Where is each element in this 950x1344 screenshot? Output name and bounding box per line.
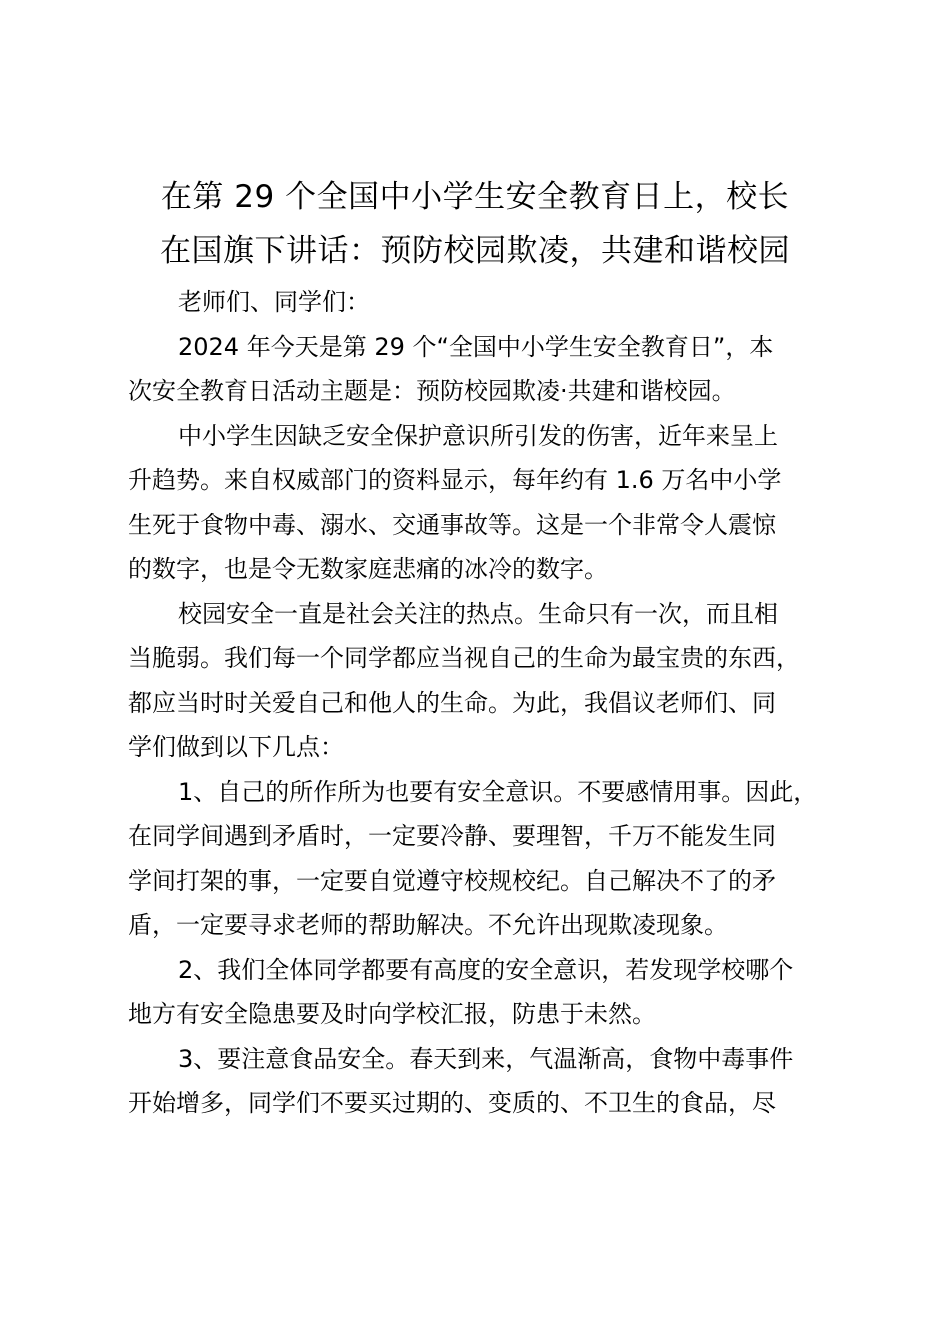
paragraph-line: 次安全教育日活动主题是：预防校园欺凌·共建和谐校园。 [128,377,736,405]
paragraph-line: 校园安全一直是社会关注的热点。生命只有一次，而且相 [178,599,778,628]
paragraph-line: 学们做到以下几点： [128,733,344,761]
paragraph-line: 2024 年今天是第 29 个“全国中小学生安全教育日”，本 [178,332,774,361]
paragraph-campus-safety [128,592,856,770]
paragraph-line: 的数字，也是令无数家庭悲痛的冰冷的数字。 [128,555,608,583]
paragraph-line: 当脆弱。我们每一个同学都应当视自己的生命为最宝贵的东西， [128,644,800,672]
paragraph-line: 开始增多，同学们不要买过期的、变质的、不卫生的食品，尽 [128,1089,776,1117]
document-title [100,170,850,278]
paragraph-line: 2、我们全体同学都要有高度的安全意识，若发现学校哪个 [178,955,794,984]
paragraph-line: 盾，一定要寻求老师的帮助解决。不允许出现欺凌现象。 [128,911,728,939]
paragraph-line: 学间打架的事，一定要自觉遵守校规校纪。自己解决不了的矛 [128,866,776,895]
paragraph-point-3 [128,1037,856,1126]
title-line-1: 在第 29 个全国中小学生安全教育日上，校长 [160,179,790,215]
salutation-paragraph [128,280,856,325]
paragraph-line: 在同学间遇到矛盾时，一定要冷静、要理智，千万不能发生同 [128,822,776,850]
paragraph-line: 升趋势。来自权威部门的资料显示，每年约有 1.6 万名中小学 [128,466,782,494]
title-line-2: 在国旗下讲话：预防校园欺凌，共建和谐校园 [160,233,790,269]
paragraph-intro [128,325,856,414]
paragraph-line: 老师们、同学们： [178,288,370,316]
paragraph-line: 都应当时时关爱自己和他人的生命。为此，我倡议老师们、同 [128,688,776,717]
paragraph-statistics [128,414,856,592]
document-body [128,280,856,1126]
paragraph-point-1 [128,770,856,948]
paragraph-line: 3、要注意食品安全。春天到来，气温渐高，食物中毒事件 [178,1044,794,1073]
paragraph-line: 生死于食物中毒、溺水、交通事故等。这是一个非常令人震惊 [128,510,776,539]
paragraph-line: 中小学生因缺乏安全保护意识所引发的伤害，近年来呈上 [178,421,778,450]
paragraph-point-2 [128,948,856,1037]
paragraph-line: 1、自己的所作所为也要有安全意识。不要感情用事。因此， [178,777,818,806]
paragraph-line: 地方有安全隐患要及时向学校汇报，防患于未然。 [128,1000,656,1028]
